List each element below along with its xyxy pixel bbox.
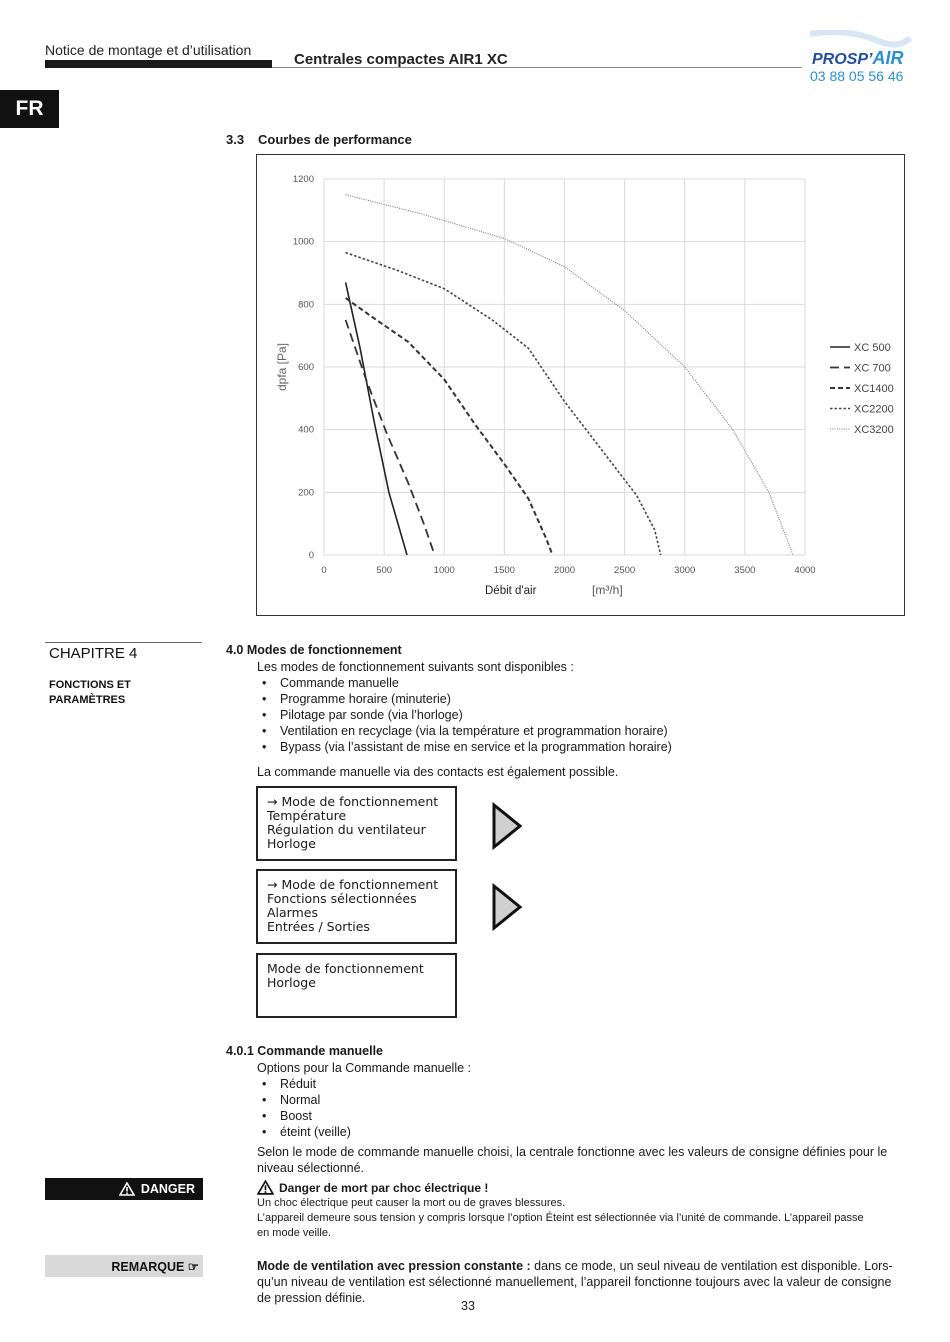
list-item: • Ventilation en recyclage (via la température et programmation horaire): [257, 723, 857, 739]
x-axis-label: Débit d'air: [485, 585, 537, 597]
y-tick-label: 800: [298, 299, 314, 311]
modes-list: [257, 675, 857, 755]
legend-label: XC 500: [854, 342, 891, 354]
chapter-subtitle: FONCTIONS ET PARAMÈTRES: [49, 679, 131, 706]
remark-label: REMARQUE ☞: [45, 1255, 203, 1277]
x-tick-label: 0: [321, 565, 327, 576]
danger-label: DANGER: [45, 1178, 203, 1200]
series-line: [346, 298, 553, 555]
series-line: [346, 282, 407, 555]
x-tick-label: 1000: [433, 565, 455, 576]
y-tick-label: 600: [298, 362, 314, 373]
danger-title: Danger de mort par choc électrique !: [257, 1180, 488, 1195]
y-tick-label: 200: [298, 487, 314, 499]
x-tick-label: 500: [376, 565, 393, 576]
list-item: • Pilotage par sonde (via l’horloge): [257, 707, 857, 723]
chapter-rule: [45, 642, 202, 643]
legend-label: XC 700: [854, 362, 891, 375]
legend-label: XC1400: [854, 383, 894, 395]
x-tick-label: 1500: [493, 565, 515, 576]
list-item: • Bypass (via l’assistant de mise en service et la programmation horaire): [257, 739, 857, 755]
x-tick-label: 2500: [614, 565, 636, 576]
document-type: Notice de montage et d’utilisation: [45, 42, 252, 58]
section-3-3-heading: 3.3 Courbes de performance: [226, 132, 412, 147]
section-4-0-intro: Les modes de fonctionnement suivants sont disponibles :: [257, 660, 574, 674]
x-tick-label: 3000: [674, 565, 696, 576]
company-logo: [806, 30, 914, 90]
warning-triangle-icon: [257, 1180, 274, 1195]
display-menu-1: → Mode de fonctionnement Température Régulation du ventilateur Horloge: [256, 786, 457, 861]
list-item: • Programme horaire (minuterie): [257, 691, 857, 707]
list-item: • Réduit: [257, 1076, 557, 1092]
x-tick-label: 2000: [553, 565, 576, 576]
section-4-0-1-heading: 4.0.1 Commande manuelle: [226, 1044, 384, 1058]
warning-triangle-icon: [119, 1182, 135, 1196]
list-item: • Commande manuelle: [257, 675, 857, 691]
x-tick-label: 3500: [734, 565, 756, 576]
series-line: [346, 195, 793, 555]
display-menu-2: → Mode de fonctionnement Fonctions sélectionnées Alarmes Entrées / Sorties: [256, 869, 457, 944]
manual-options-list: [257, 1076, 557, 1140]
series-line: [346, 320, 435, 555]
legend-label: XC3200: [854, 424, 894, 436]
series-line: [346, 253, 661, 555]
product-title: Centrales compactes AIR1 XC: [294, 51, 508, 68]
display-menu-3: Mode de fonctionnement Horloge: [256, 953, 457, 1018]
language-tab: FR: [0, 90, 59, 128]
manual-mode-paragraph: Selon le mode de commande manuelle choisi, la centrale fonctionne avec les valeurs de consigne définies pour le niveau sélectionné.: [257, 1145, 888, 1175]
x-axis-unit: [m³/h]: [592, 583, 623, 597]
y-axis-label: dpfa [Pa]: [275, 342, 289, 392]
list-item: • Normal: [257, 1092, 557, 1108]
performance-chart-frame: [256, 154, 905, 616]
next-arrow-icon: [490, 882, 524, 932]
list-item: • éteint (veille): [257, 1124, 557, 1140]
x-tick-label: 4000: [794, 565, 816, 576]
danger-text: Un choc électrique peut causer la mort ou de graves blessures. L’appareil demeure sous tension y compris lorsque l’option Éteint est sélectionnée via l’unité de commande. L’appareil passe en mode veille.: [257, 1197, 864, 1239]
header-bar: [45, 60, 272, 68]
section-4-0-note: La commande manuelle via des contacts est également possible.: [257, 765, 619, 779]
section-4-0-heading: 4.0 Modes de fonctionnement: [226, 643, 402, 657]
list-item: • Boost: [257, 1108, 557, 1124]
remark-paragraph: Mode de ventilation avec pression constante : dans ce mode, un seul niveau de ventilation est disponible. Lors- qu’un niveau de ventilation est sélectionné manuellement, l’appareil fonctionne toujours avec la valeur de consigne de pression définie.: [257, 1259, 893, 1305]
next-arrow-icon: [490, 801, 524, 851]
page-number: 33: [461, 1299, 475, 1313]
y-tick-label: 1200: [292, 174, 314, 185]
y-tick-label: 0: [308, 550, 314, 561]
chapter-title: CHAPITRE 4: [49, 645, 138, 662]
logo-brand: PROSP’AIR: [812, 48, 904, 68]
legend-label: XC2200: [854, 403, 894, 416]
logo-phone: 03 88 05 56 46: [810, 68, 904, 84]
y-tick-label: 400: [298, 424, 314, 436]
performance-chart: [257, 155, 904, 615]
section-4-0-1-intro: Options pour la Commande manuelle :: [257, 1061, 472, 1075]
y-tick-label: 1000: [292, 236, 314, 248]
